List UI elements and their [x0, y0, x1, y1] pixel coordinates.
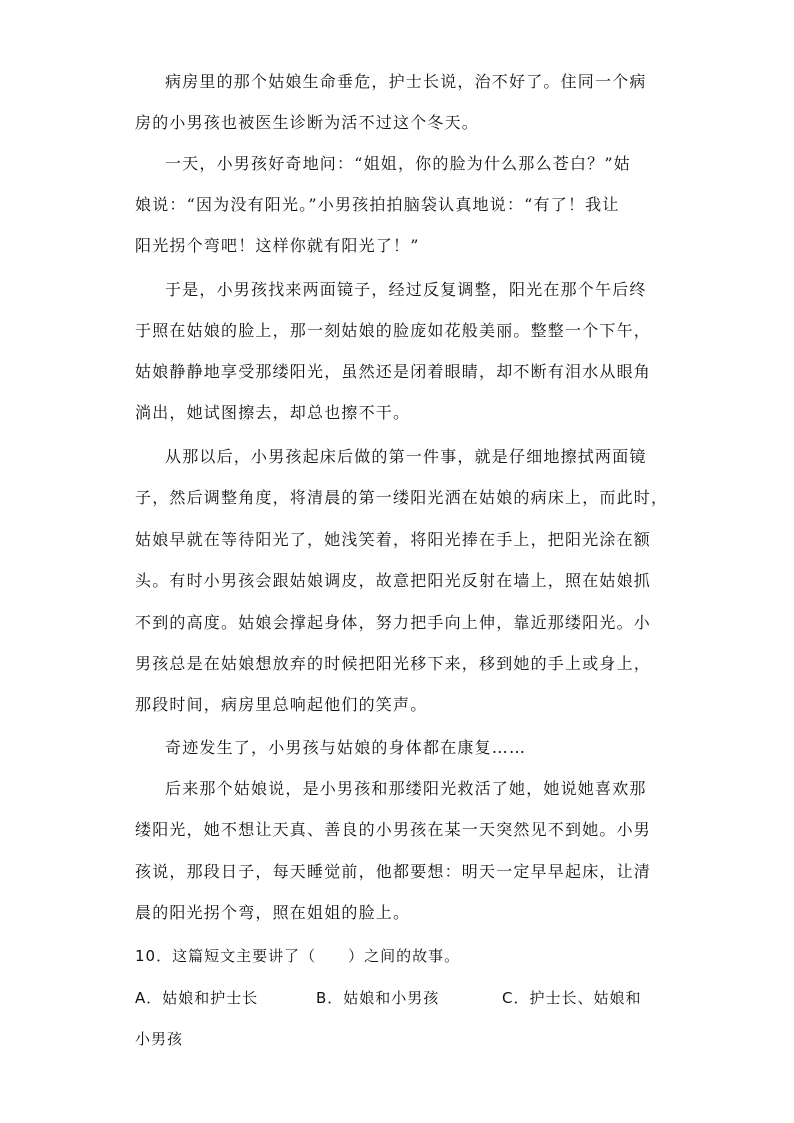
option-c[interactable]: C．护士长、姑娘和: [502, 989, 642, 1007]
question-stem: 10．这篇短文主要讲了（ ）之间的故事。: [135, 947, 461, 965]
passage-line: 姑娘静静地享受那缕阳光，虽然还是闭着眼睛，却不断有泪水从眼角: [135, 362, 652, 381]
passage-line: 房的小男孩也被医生诊断为活不过这个冬天。: [135, 113, 480, 132]
passage-line: 娘说：“因为没有阳光。”小男孩拍拍脑袋认真地说：“有了！我让: [135, 195, 620, 214]
passage-line: 缕阳光，她不想让天真、善良的小男孩在某一天突然见不到她。小男: [135, 820, 652, 839]
passage-line: 于是，小男孩找来两面镜子，经过反复调整，阳光在那个午后终: [165, 280, 647, 299]
passage-line: 那段时间，病房里总响起他们的笑声。: [135, 695, 428, 714]
option-c-continued: 小男孩: [135, 1030, 184, 1048]
option-b[interactable]: B．姑娘和小男孩: [316, 989, 440, 1007]
passage-line: 从那以后，小男孩起床后做的第一件事，就是仔细地擦拭两面镜: [165, 447, 647, 466]
passage-line: 头。有时小男孩会跟姑娘调皮，故意把阳光反射在墙上，照在姑娘抓: [135, 571, 652, 590]
passage-line: 后来那个姑娘说，是小男孩和那缕阳光救活了她，她说她喜欢那: [165, 779, 647, 798]
passage-line: 姑娘早就在等待阳光了，她浅笑着，将阳光捧在手上，把阳光涂在额: [135, 530, 652, 549]
passage-line: 子，然后调整角度，将清晨的第一缕阳光洒在姑娘的病床上，而此时，: [135, 488, 669, 507]
passage-line: 孩说，那段日子，每天睡觉前，他都要想：明天一定早早起床，让清: [135, 862, 652, 881]
passage-line: 阳光拐个弯吧！这样你就有阳光了！”: [135, 236, 420, 255]
passage-line: 奇迹发生了，小男孩与姑娘的身体都在康复……: [165, 738, 527, 757]
passage-line: 于照在姑娘的脸上，那一刻姑娘的脸庞如花般美丽。整整一个下午，: [135, 321, 652, 340]
passage-line: 病房里的那个姑娘生命垂危，护士长说，治不好了。住同一个病: [165, 72, 647, 91]
option-a[interactable]: A．姑娘和护士长: [135, 989, 259, 1007]
passage-line: 晨的阳光拐个弯，照在姐姐的脸上。: [135, 903, 411, 922]
passage-line: 淌出，她试图擦去，却总也擦不干。: [135, 403, 411, 422]
passage-line: 一天，小男孩好奇地问：“姐姐，你的脸为什么那么苍白？”姑: [165, 154, 631, 173]
passage-line: 不到的高度。姑娘会撑起身体，努力把手向上伸，靠近那缕阳光。小: [135, 613, 652, 632]
passage-line: 男孩总是在姑娘想放弃的时候把阳光移下来，移到她的手上或身上，: [135, 654, 652, 673]
